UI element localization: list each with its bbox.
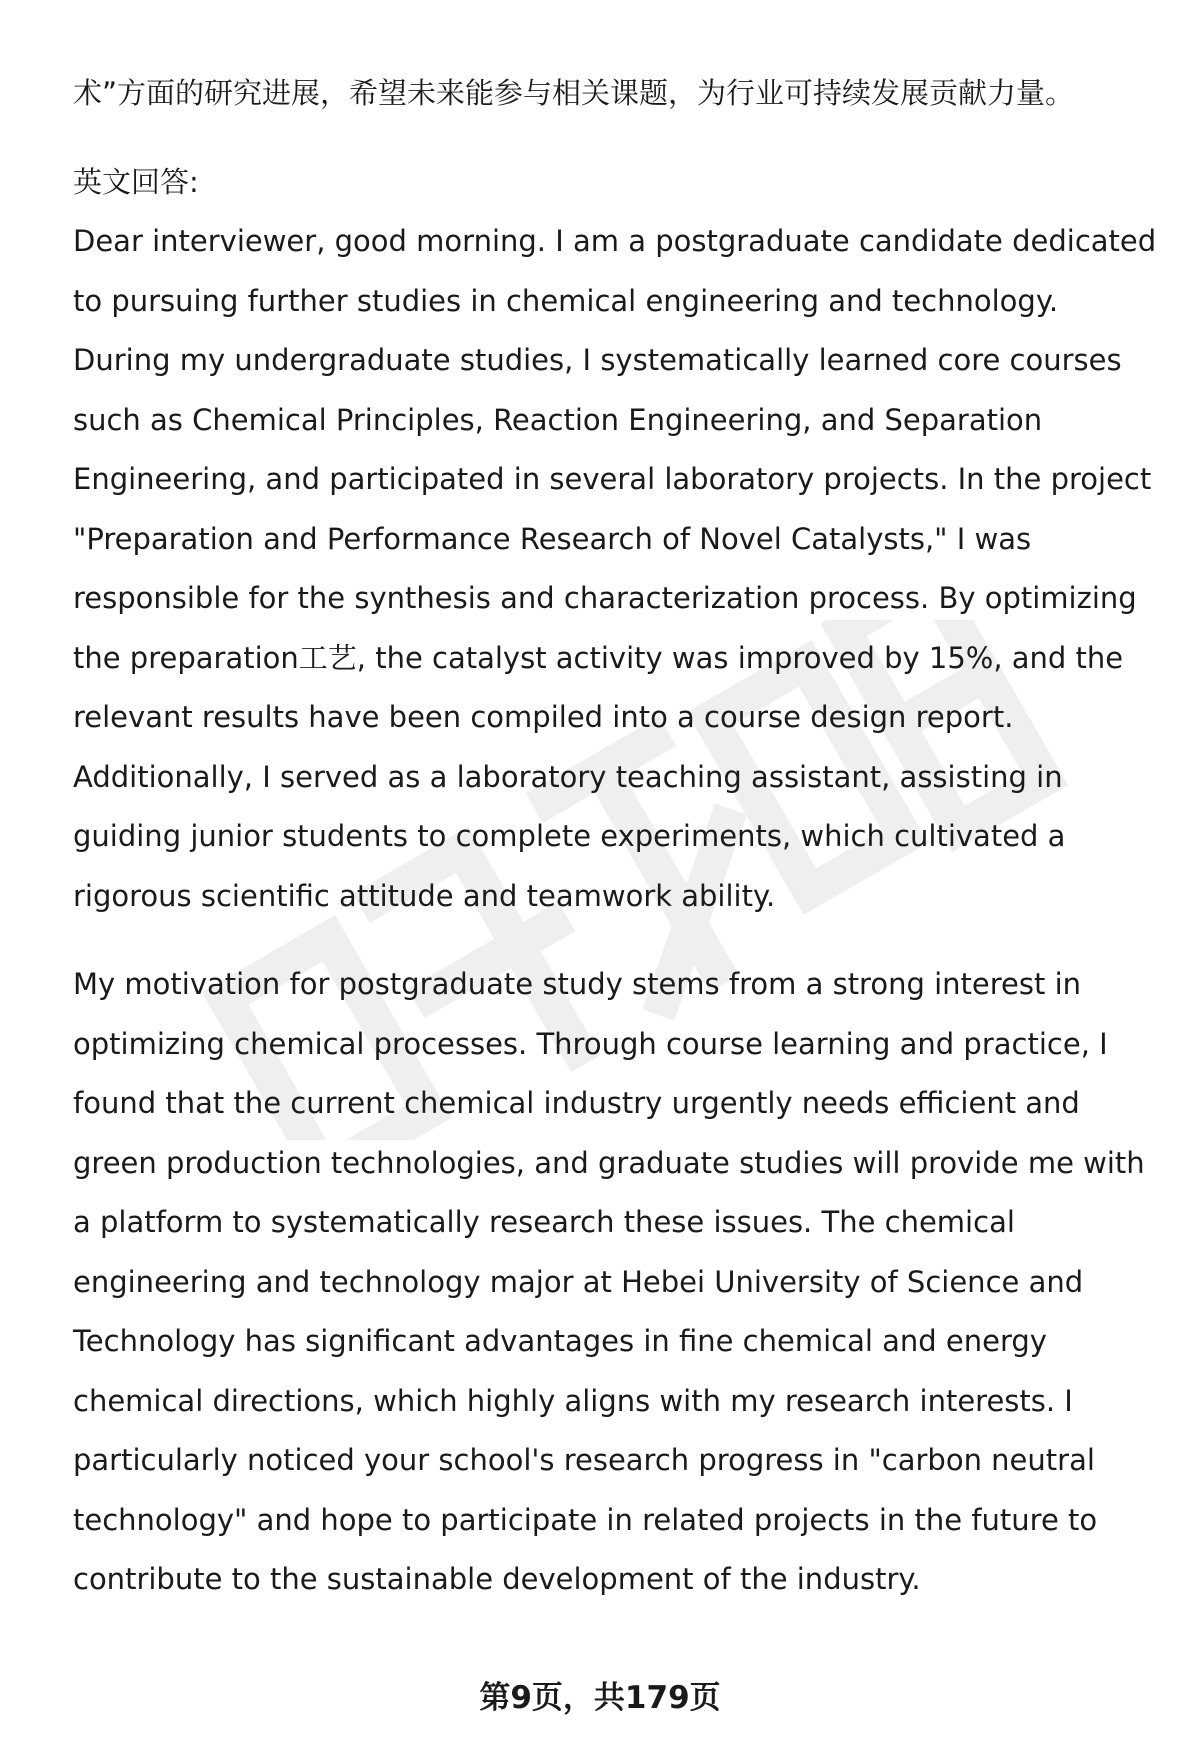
document-body: [73, 64, 1163, 1610]
spacer: [73, 926, 1163, 955]
intro-line: 术”方面的研究进展，希望未来能参与相关课题，为行业可持续发展贡献力量。: [73, 76, 1075, 110]
spacer: [73, 124, 1163, 153]
page-number-footer: 第9页，共179页: [479, 1680, 721, 1716]
answer-paragraph-2: My motivation for postgraduate study stems from a strong interest in optimizing chemical processes. Through course learning and practice, I found that the current chemical industry urgently needs efficient and green production technologies, and graduate studies will provide me with a platform to systematically research these issues. The chemical engineering and technology major at Hebei University of Science and Technology has significant advantages in fine chemical and energy chemical directions, which highly aligns with my research interests. I particularly noticed your school's research progress in "carbon neutral technology" and hope to participate in related projects in the future to contribute to the sustainable development of the industry.: [73, 967, 1145, 1596]
section-label: 英文回答:: [73, 164, 199, 199]
answer-paragraph-1: Dear interviewer, good morning. I am a postgraduate candidate dedicated to pursuing further studies in chemical engineering and technology. During my undergraduate studies, I systematically learned core courses such as Chemical Principles, Reaction Engineering, and Separation Engineering, and participated in several laboratory projects. In the project "Preparation and Performance Research of Novel Catalysts," I was responsible for the synthesis and characterization process. By optimizing the preparation工艺, the catalyst activity was improved by 15%, and the relevant results have been compiled into a course design report. Additionally, I served as a laboratory teaching assistant, assisting in guiding junior students to complete experiments, which cultivated a rigorous scientific attitude and teamwork ability.: [73, 224, 1157, 913]
